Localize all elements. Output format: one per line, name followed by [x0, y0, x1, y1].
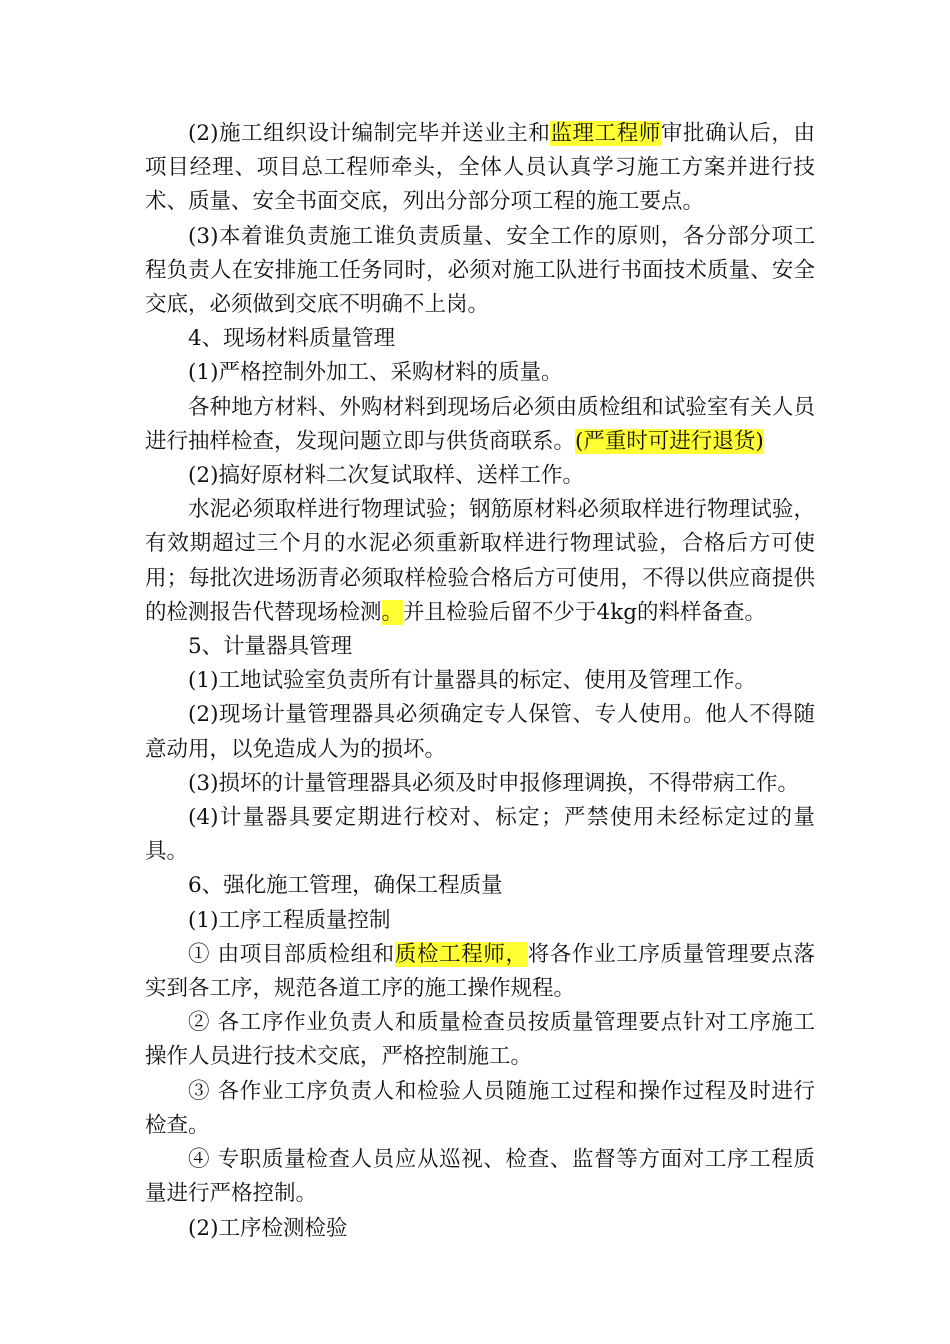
paragraph: [145, 698, 815, 766]
paragraph: [145, 630, 815, 664]
paragraph-text: (1)严格控制外加工、采购材料的质量。: [188, 360, 563, 386]
paragraph-text: ② 各工序作业负责人和质量检查员按质量管理要点针对工序施工操作人员进行技术交底，严格控制施工。: [145, 1010, 815, 1070]
paragraph: [145, 938, 815, 1006]
paragraph-text: 5、计量器具管理: [188, 634, 353, 660]
paragraph-text: 4、现场材料质量管理: [188, 326, 396, 352]
paragraph: [145, 1212, 815, 1246]
paragraph-text: 将各作业工序质量管理要点落实到各工序，规范各道工序的施工操作规程。: [145, 941, 815, 1002]
highlighted-text: 。: [381, 599, 404, 625]
paragraph: [145, 1075, 815, 1143]
highlighted-text: 质检工程师，: [394, 941, 528, 967]
paragraph: [145, 767, 815, 801]
paragraph-text: (1)工序工程质量控制: [188, 907, 391, 933]
paragraph: [145, 664, 815, 698]
paragraph-text: 各种地方材料、外购材料到现场后必须由质检组和试验室有关人员进行抽样检查，发现问题立即与供货商联系。: [145, 394, 815, 454]
highlighted-text: (严重时可进行退货): [575, 428, 764, 454]
paragraph: [145, 322, 815, 356]
paragraph: [145, 1006, 815, 1074]
paragraph-text: 并且检验后留不少于4kg的料样备查。: [403, 599, 767, 625]
paragraph: [145, 459, 815, 493]
paragraph: [145, 356, 815, 390]
paragraph-text: (1)工地试验室负责所有计量器具的标定、使用及管理工作。: [188, 668, 756, 694]
paragraph-text: ③ 各作业工序负责人和检验人员随施工过程和操作过程及时进行检查。: [145, 1078, 815, 1138]
paragraph-text: ① 由项目部质检组和: [188, 941, 395, 967]
paragraph-text: 审批确认后，由项目经理、项目总工程师牵头，全体人员认真学习施工方案并进行技术、质量、安全书面交底，列出分部分项工程的施工要点。: [145, 121, 815, 215]
paragraph-text: 6、强化施工管理，确保工程质量: [188, 873, 503, 899]
paragraph: [145, 1143, 815, 1211]
paragraph: [145, 493, 815, 630]
paragraph: [145, 904, 815, 938]
paragraph-text: (3)损坏的计量管理器具必须及时申报修理调换，不得带病工作。: [188, 770, 799, 796]
paragraph: [145, 220, 815, 323]
paragraph-text: (4)计量器具要定期进行校对、标定；严禁使用未经标定过的量具。: [145, 805, 815, 865]
paragraph-text: (2)现场计量管理器具必须确定专人保管、专人使用。他人不得随意动用，以免造成人为的损坏。: [145, 702, 815, 762]
paragraph: [145, 801, 815, 869]
paragraph-text: (3)本着谁负责施工谁负责质量、安全工作的原则，各分部分项工程负责人在安排施工任务同时，必须对施工队进行书面技术质量、安全交底，必须做到交底不明确不上岗。: [145, 223, 815, 318]
document-body: [145, 117, 815, 1246]
paragraph-text: 水泥必须取样进行物理试验；钢筋原材料必须取样进行物理试验，有效期超过三个月的水泥必须重新取样进行物理试验，合格后方可使用；每批次进场沥青必须取样检验合格后方可使用，不得以供应商提供的检测报告代替现场检测: [145, 497, 815, 625]
paragraph-text: (2)搞好原材料二次复试取样、送样工作。: [188, 463, 584, 489]
paragraph: [145, 117, 815, 220]
paragraph-text: (2)施工组织设计编制完毕并送业主和: [188, 121, 551, 146]
paragraph-text: (2)工序检测检验: [188, 1215, 348, 1241]
paragraph: [145, 391, 815, 459]
paragraph-text: ④ 专职质量检查人员应从巡视、检查、监督等方面对工序工程质量进行严格控制。: [145, 1147, 815, 1207]
highlighted-text: 监理工程师: [550, 121, 661, 146]
paragraph: [145, 869, 815, 903]
